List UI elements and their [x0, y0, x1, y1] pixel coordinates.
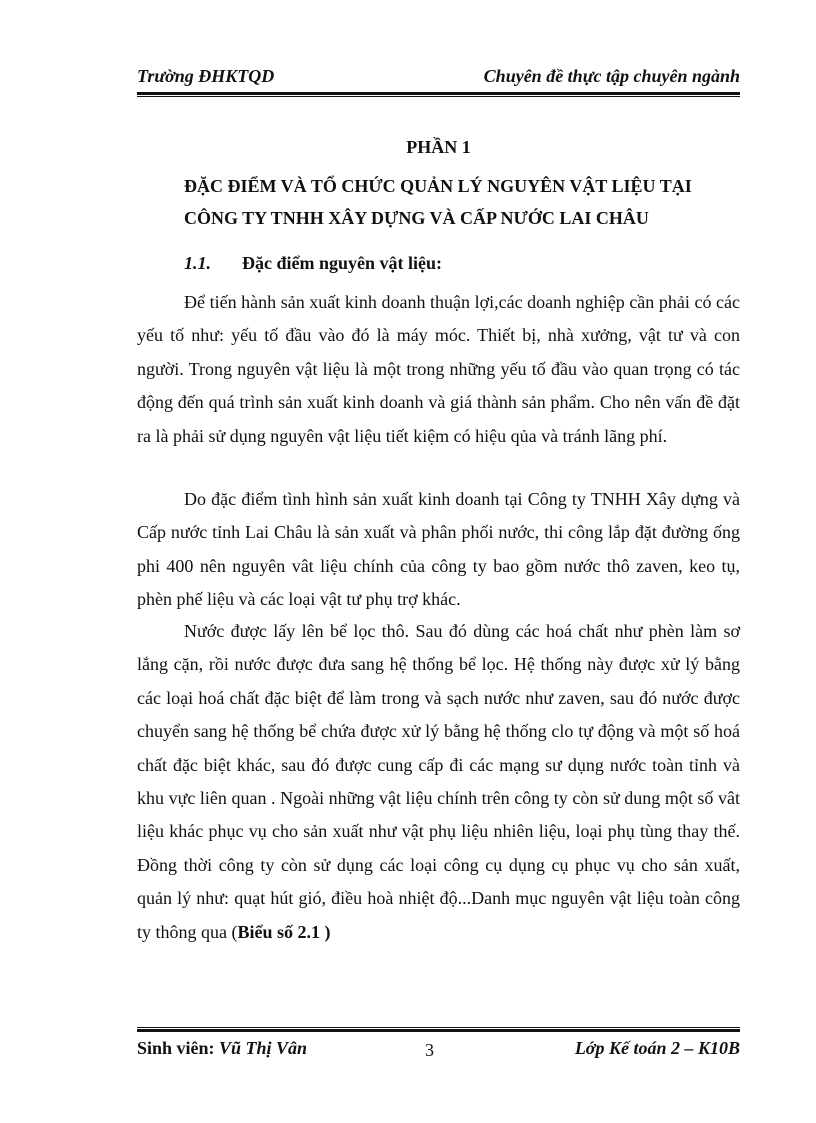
footer-divider [137, 1027, 740, 1032]
footer-class: Lớp Kế toán 2 – K10B [574, 1038, 740, 1058]
chapter-heading-line2: CÔNG TY TNHH XÂY DỰNG VÀ CẤP NƯỚC LAI CHÂU [184, 208, 649, 228]
header-school: Trường ĐHKTQD [137, 66, 275, 86]
paragraph-1: Để tiến hành sản xuất kinh doanh thuận lợi,các doanh nghiệp cần phải có các yếu tố như: yếu tố đầu vào đó là máy móc. Thiết bị, nhà xưởng, vật tư và con người. Trong nguyên vật liệu là một trong những yếu tố đầu vào quan trọng có tác động đến quá trình sản xuất kinh doanh và giá thành sản phẩm. Cho nên vấn đề đặt ra là phải sử dụng nguyên vật liệu tiết kiệm có hiệu qủa và tránh lãng phí. [137, 292, 740, 446]
paragraph-2: Do đặc điểm tình hình sản xuất kinh doanh tại Công ty TNHH Xây dựng và Cấp nước tỉnh Lai Châu là sản xuất và phân phối nước, thi công lắp đặt đường ống phi 400 nên nguyên vât liệu chính của công ty bao gồm nước thô zaven, keo tụ, phèn phế liệu và các loại vật tư phụ trợ khác. [137, 489, 740, 610]
header-divider [137, 92, 740, 97]
chapter-heading-line1: ĐẶC ĐIỂM VÀ TỔ CHỨC QUẢN LÝ NGUYÊN VẬT LIỆU TẠI [184, 176, 692, 196]
page-footer [137, 1038, 740, 1062]
student-label: Sinh viên: [137, 1038, 215, 1058]
paragraph-3-text: Nước được lấy lên bể lọc thô. Sau đó dùng các hoá chất như phèn làm sơ lắng cặn, rồi nước được đưa sang hệ thống bể lọc. Hệ thống này được xử lý bằng các loại hoá chất đặc biệt để làm trong và sạch nước như zaven, sau đó nước được chuyển sang hệ thống bể chứa được xử lý bằng hệ thống clo tự động và một số hoá chất đặc biệt khác, sau đó được cung cấp đi các mạng sư dụng nước toàn tỉnh và khu vực liên quan . Ngoài những vật liệu chính trên công ty còn sử dung một số vât liệu khác phục vụ cho sản xuất như vật phụ liệu nhiên liệu, loại phụ tùng thay thế. Đồng thời công ty còn sử dụng các loại công cụ dụng cụ phục vụ cho sản xuất, quản lý như: quạt hút gió, điều hoà nhiệt độ...Danh mục nguyên vật liệu toàn công ty thông qua ( [137, 621, 740, 942]
section-heading [184, 253, 442, 274]
chapter-heading [184, 170, 740, 234]
header-topic: Chuyên đề thực tập chuyên ngành [483, 66, 740, 86]
part-title: PHẦN 1 [406, 137, 471, 157]
section-title: Đặc điểm nguyên vật liệu: [242, 253, 442, 273]
page-number: 3 [425, 1040, 434, 1060]
student-name: Vũ Thị Vân [219, 1038, 308, 1058]
paragraph-3 [137, 615, 740, 949]
footer-student [137, 1038, 307, 1059]
table-reference: Biểu số 2.1 ) [237, 921, 331, 942]
page-header [137, 66, 740, 90]
section-number: 1.1. [184, 253, 211, 273]
